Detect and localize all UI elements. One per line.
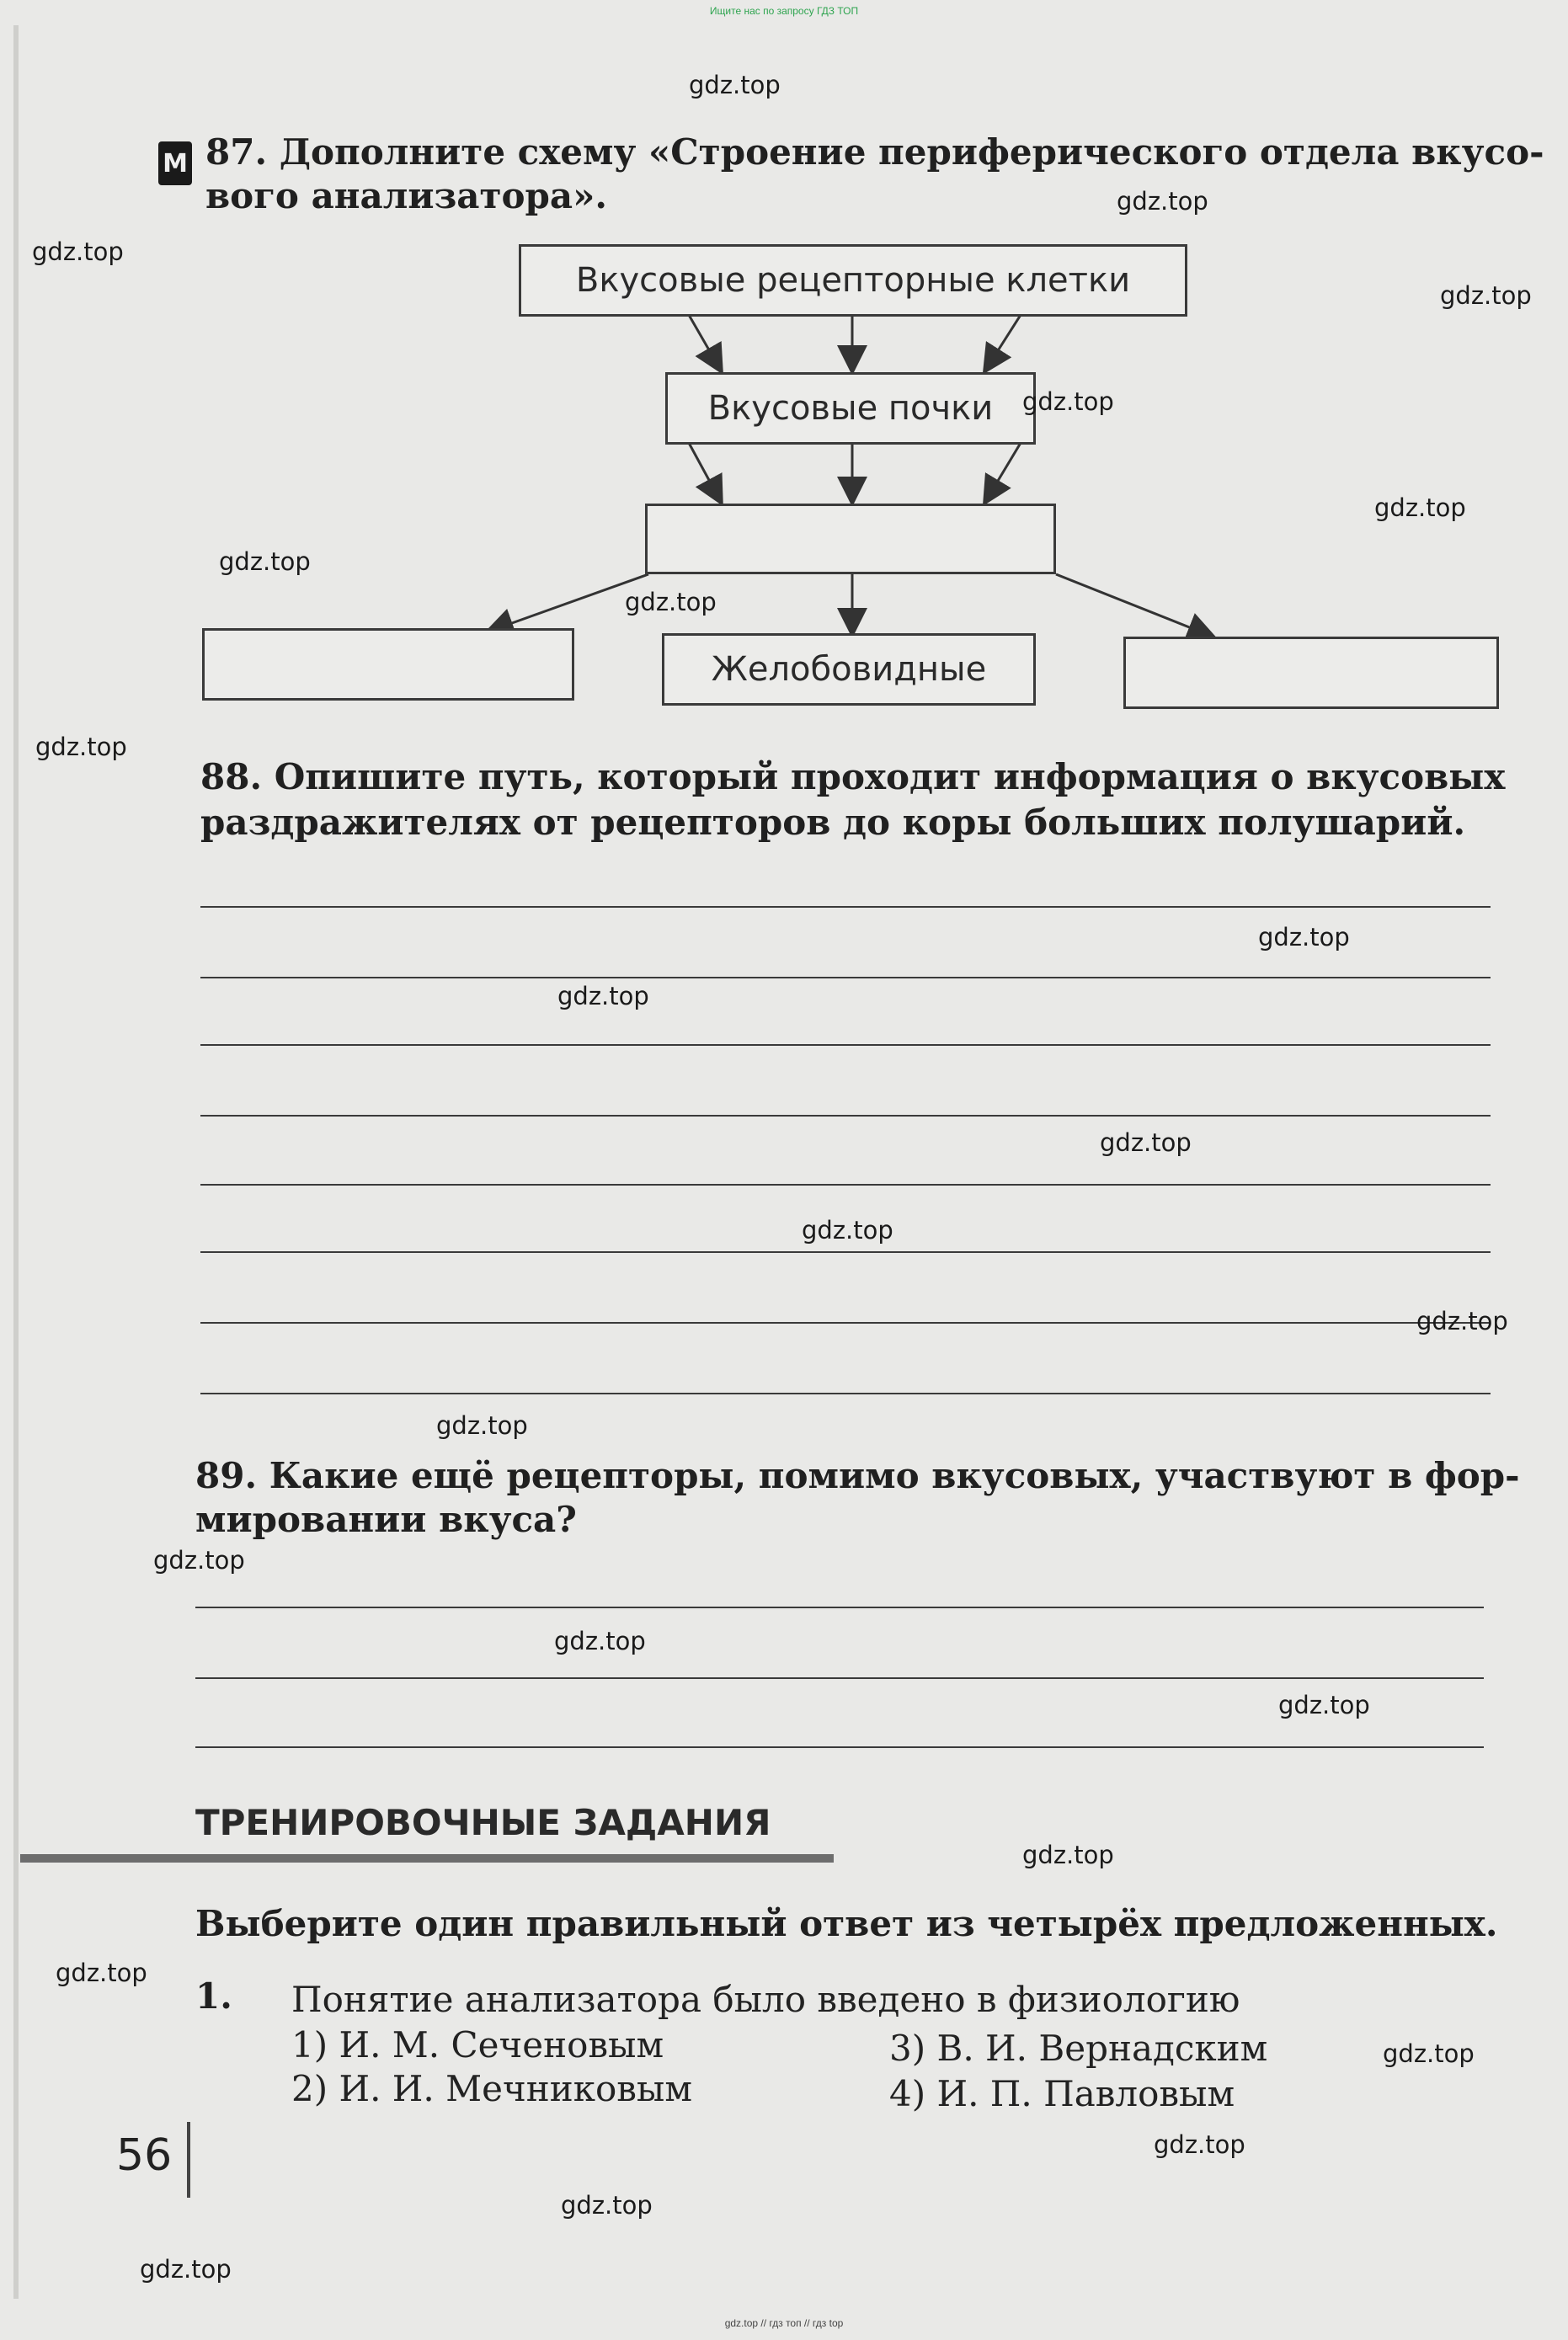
q88-title-line1: 88. Опишите путь, который проходит информация о вкусовых <box>200 756 1506 797</box>
q87-title-line1: 87. Дополните схему «Строение периферического отдела вкусо- <box>205 131 1544 173</box>
watermark: gdz.top <box>802 1216 893 1245</box>
watermark: gdz.top <box>625 588 717 616</box>
arrow-l3-l4-right <box>1056 574 1213 637</box>
watermark: gdz.top <box>1100 1128 1192 1157</box>
task1-number: 1. <box>195 1975 232 2017</box>
watermark: gdz.top <box>153 1546 245 1575</box>
watermark: gdz.top <box>689 71 781 99</box>
top-banner[interactable]: Ищите нас по запросу ГДЗ ТОП <box>709 5 859 17</box>
diagram-box-taste-buds: Вкусовые почки <box>665 372 1036 445</box>
answer-line[interactable] <box>200 1044 1491 1046</box>
watermark: gdz.top <box>1416 1307 1508 1335</box>
answer-line[interactable] <box>200 906 1491 908</box>
answer-line[interactable] <box>195 1677 1484 1679</box>
watermark: gdz.top <box>1022 1841 1114 1869</box>
watermark: gdz.top <box>554 1627 646 1655</box>
answer-line[interactable] <box>200 1322 1491 1324</box>
answer-line[interactable] <box>200 1393 1491 1394</box>
diagram-box-blank-right[interactable] <box>1123 637 1499 709</box>
answer-line[interactable] <box>200 1115 1491 1117</box>
section-underline <box>20 1854 834 1863</box>
q89-title-line2: мировании вкуса? <box>195 1499 577 1540</box>
watermark: gdz.top <box>140 2255 232 2284</box>
answer-line[interactable] <box>195 1746 1484 1748</box>
task1-question: Понятие анализатора было введено в физиологию <box>291 1979 1240 2020</box>
watermark: gdz.top <box>1258 923 1350 951</box>
watermark: gdz.top <box>1374 493 1466 522</box>
task1-option-2[interactable]: 2) И. И. Мечниковым <box>291 2068 693 2109</box>
task1-option-4[interactable]: 4) И. П. Павловым <box>889 2073 1235 2114</box>
watermark: gdz.top <box>219 547 311 576</box>
diagram-box-taste-receptor-cells: Вкусовые рецепторные клетки <box>519 244 1187 317</box>
watermark: gdz.top <box>436 1411 528 1440</box>
watermark: gdz.top <box>1022 387 1114 416</box>
watermark: gdz.top <box>56 1959 147 1987</box>
arrow-l2-l3-right <box>985 443 1021 502</box>
watermark: gdz.top <box>1278 1691 1370 1719</box>
watermark: gdz.top <box>35 733 127 761</box>
arrow-l2-l3-left <box>689 443 721 502</box>
watermark: gdz.top <box>561 2191 653 2220</box>
q89-title-line1: 89. Какие ещё рецепторы, помимо вкусовых, участвуют в фор- <box>195 1455 1520 1496</box>
answer-line[interactable] <box>195 1607 1484 1608</box>
page-number-divider <box>187 2122 190 2198</box>
task1-option-1[interactable]: 1) И. М. Сеченовым <box>291 2024 664 2065</box>
diagram-box-blank-level3[interactable] <box>645 504 1056 574</box>
metapredmet-icon: М <box>158 141 192 185</box>
diagram-box-blank-left[interactable] <box>202 628 574 701</box>
watermark: gdz.top <box>1440 281 1532 310</box>
answer-line[interactable] <box>200 1184 1491 1186</box>
arrow-l1-l2-right <box>985 315 1021 370</box>
watermark: gdz.top <box>1383 2039 1475 2068</box>
section-title: ТРЕНИРОВОЧНЫЕ ЗАДАНИЯ <box>195 1802 771 1843</box>
q87-title-line2: вого анализатора». <box>205 175 608 216</box>
watermark: gdz.top <box>1154 2130 1245 2159</box>
watermark: gdz.top <box>32 237 124 266</box>
task1-option-3[interactable]: 3) В. И. Вернадским <box>889 2028 1268 2069</box>
q88-title-line2: раздражителях от рецепторов до коры больших полушарий. <box>200 802 1466 843</box>
watermark: gdz.top <box>1117 187 1208 216</box>
training-instruction: Выберите один правильный ответ из четырёх предложенных. <box>195 1903 1498 1944</box>
answer-line[interactable] <box>200 1251 1491 1253</box>
arrow-l1-l2-left <box>689 315 721 370</box>
diagram-box-circumvallate: Желобовидные <box>662 633 1036 706</box>
bottom-banner[interactable]: gdz.top // гдз топ // гдз top <box>724 2317 844 2329</box>
answer-line[interactable] <box>200 977 1491 978</box>
page-number: 56 <box>116 2130 173 2181</box>
watermark: gdz.top <box>557 982 649 1010</box>
